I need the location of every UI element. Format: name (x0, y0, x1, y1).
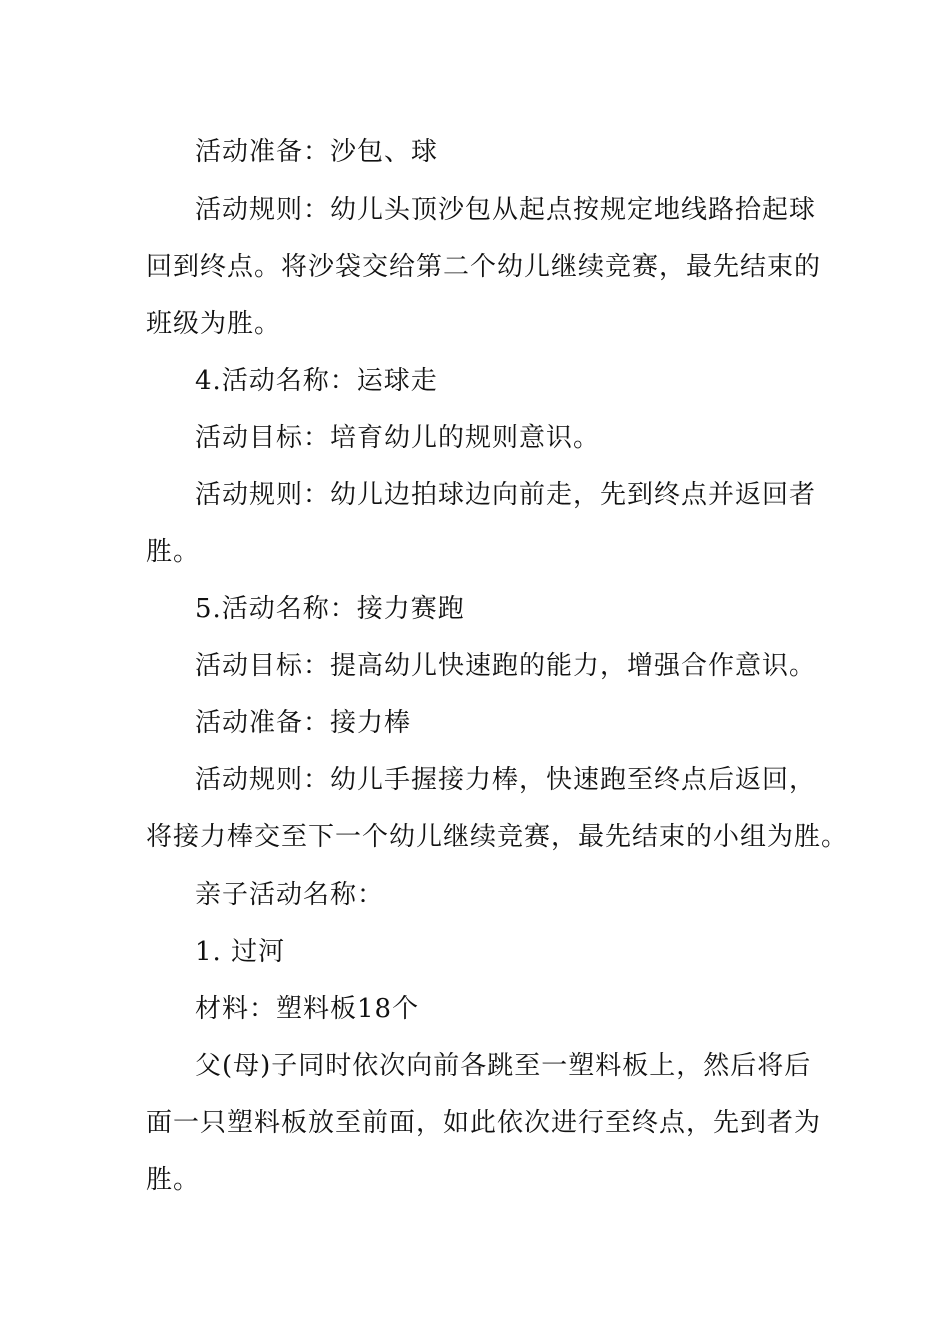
heading-activity-5: 5.活动名称：接力赛跑 (195, 594, 465, 624)
text-line-prep-5: 活动准备：接力棒 (195, 708, 412, 738)
text-line-rules-4-end: 胜。 (146, 537, 201, 567)
text-line-rules-5: 活动规则：幼儿手握接力棒，快速跑至终点后返回， (195, 765, 817, 795)
text-line-prep-1: 活动准备：沙包、球 (195, 137, 439, 167)
text-line-method-2: 面一只塑料板放至前面，如此依次进行至终点，先到者为 (146, 1108, 822, 1138)
text-line-method-1: 父(母)子同时依次向前各跳至一塑料板上，然后将后 (195, 1051, 812, 1081)
heading-activity-4: 4.活动名称：运球走 (195, 366, 438, 396)
text-line-materials: 材料：塑料板18个 (195, 994, 420, 1024)
text-line-method-end: 胜。 (146, 1165, 201, 1195)
heading-river-crossing: 1. 过河 (195, 937, 286, 967)
text-line-rules-4: 活动规则：幼儿边拍球边向前走，先到终点并返回者 (195, 480, 817, 510)
text-line-goal-4: 活动目标：培育幼儿的规则意识。 (195, 423, 601, 453)
text-line-rules-1-end: 班级为胜。 (146, 309, 282, 339)
text-line-goal-5: 活动目标：提高幼儿快速跑的能力，增强合作意识。 (195, 651, 817, 681)
text-line-rules-5-cont: 将接力棒交至下一个幼儿继续竞赛，最先结束的小组为胜。 (146, 822, 849, 852)
heading-parent-child: 亲子活动名称： (195, 880, 385, 910)
text-line-rules-1: 活动规则：幼儿头顶沙包从起点按规定地线路拾起球 (195, 195, 817, 225)
text-line-rules-1-cont: 回到终点。将沙袋交给第二个幼儿继续竞赛，最先结束的 (146, 252, 822, 282)
